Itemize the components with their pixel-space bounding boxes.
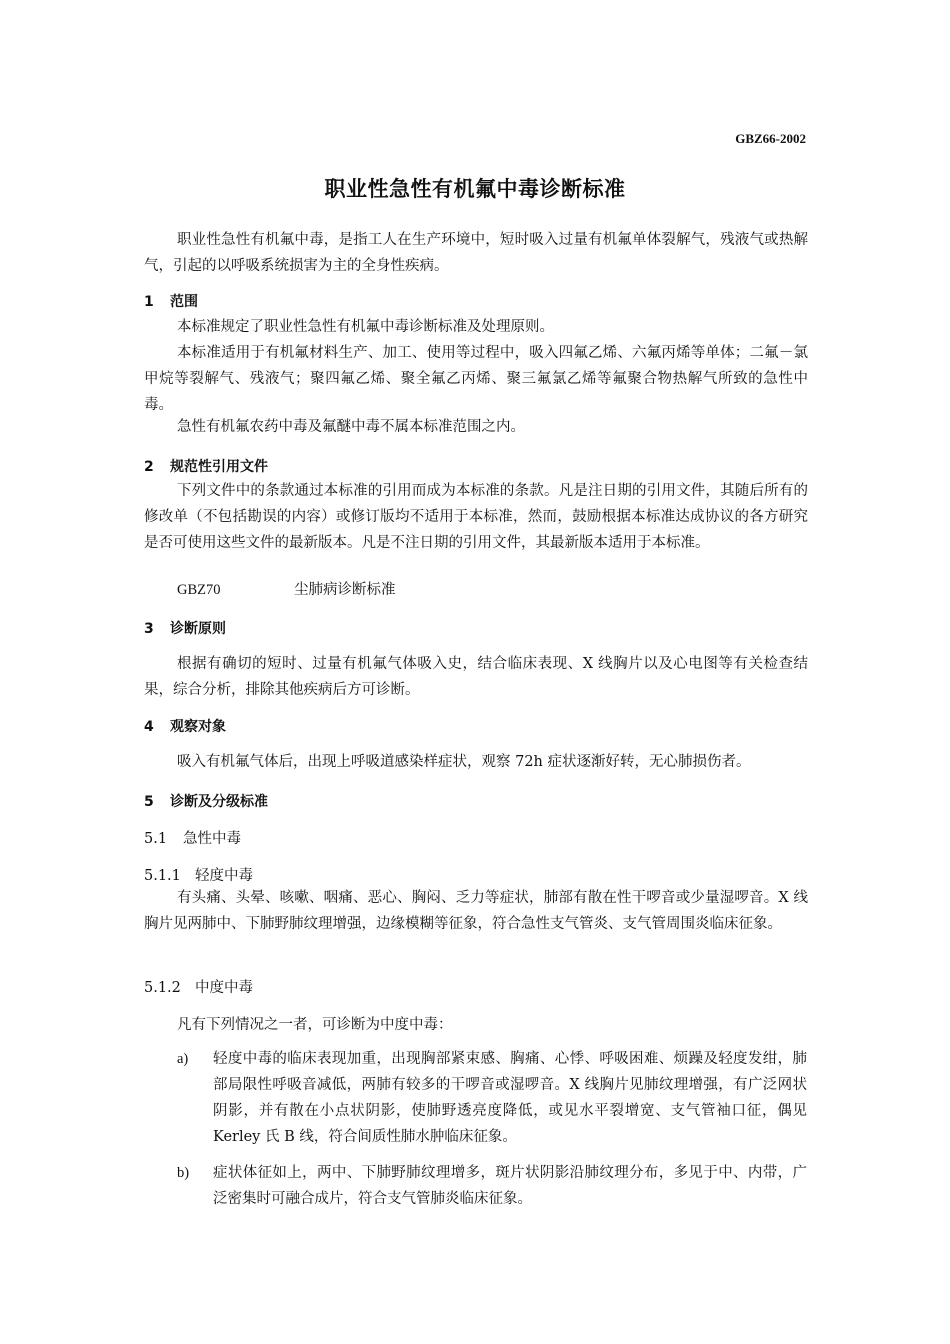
reference-entry [177,578,396,599]
reference-title: 尘肺病诊断标准 [294,582,396,598]
section-number: 2 [144,459,154,475]
document-code: GBZ66-2002 [735,131,806,146]
section-number: 1 [144,294,154,310]
subsection-5-1-1-heading [144,864,253,885]
subsection-title: 中度中毒 [195,980,253,996]
page-title: 职业性急性有机氟中毒诊断标准 [324,177,626,201]
list-marker: a) [177,1051,189,1067]
subsection-number: 5.1.1 [144,868,181,884]
section-1-paragraph-1: 本标准规定了职业性急性有机氟中毒诊断标准及处理原则。 [177,319,554,335]
section-1-paragraph-2: 本标准适用于有机氟材料生产、加工、使用等过程中，吸入四氟乙烯、六氟丙烯等单体；二氟－氯甲烷等裂解气、残液气；聚四氟乙烯、聚全氟乙丙烯、聚三氟氯乙烯等氟聚合物热解气所致的急性中毒。 [144,345,808,413]
section-5-heading [144,791,268,811]
subsection-5-1-1-paragraph: 有头痛、头晕、咳嗽、咽痛、恶心、胸闷、乏力等症状，肺部有散在性干啰音或少量湿啰音。X 线胸片见两肺中、下肺野肺纹理增强，边缘模糊等征象，符合急性支气管炎、支气管周围炎临床征象。 [144,890,808,932]
section-4-paragraph: 吸入有机氟气体后，出现上呼吸道感染样症状，观察 72h 症状逐渐好转，无心肺损伤者。 [177,754,751,770]
subsection-title: 轻度中毒 [195,868,253,884]
section-title: 诊断原则 [170,621,226,637]
section-2-paragraph: 下列文件中的条款通过本标准的引用而成为本标准的条款。凡是注日期的引用文件，其随后所有的修改单（不包括勘误的内容）或修订版均不适用于本标准，然而，鼓励根据本标准达成协议的各方研究是否可使用这些文件的最新版本。凡是不注日期的引用文件，其最新版本适用于本标准。 [144,483,808,551]
list-item-text: 轻度中毒的临床表现加重，出现胸部紧束感、胸痛、心悸、呼吸困难、烦躁及轻度发绀，肺部局限性呼吸音减低，两肺有较多的干啰音或湿啰音。X 线胸片见肺纹理增强，有广泛网状阴影，并有散在小点状阴影，使肺野透亮度降低，或见水平裂增宽、支气管袖口征，偶见 Kerley 氏 B 线，符合间质性肺水肿临床征象。 [213,1051,807,1145]
section-title: 规范性引用文件 [170,459,268,475]
subsection-number: 5.1 [144,831,168,847]
list-item [177,1046,807,1150]
list-item-text: 症状体征如上，两中、下肺野肺纹理增多，斑片状阴影沿肺纹理分布，多见于中、内带，广泛密集时可融合成片，符合支气管肺炎临床征象。 [213,1165,807,1207]
section-title: 诊断及分级标准 [170,794,268,810]
reference-code: GBZ70 [177,582,221,598]
subsection-5-1-2-heading [144,976,253,997]
subsection-title: 急性中毒 [183,831,241,847]
section-4-heading [144,716,226,736]
list-marker: b) [177,1165,190,1181]
section-number: 4 [144,719,154,735]
section-1-paragraph-3: 急性有机氟农药中毒及氟醚中毒不属本标准范围之内。 [177,419,525,435]
subsection-5-1-2-paragraph: 凡有下列情况之一者，可诊断为中度中毒： [177,1017,453,1033]
list-item [177,1160,807,1212]
section-3-heading [144,618,226,638]
section-title: 范围 [170,294,198,310]
section-1-heading [144,291,198,311]
section-number: 5 [144,794,154,810]
section-title: 观察对象 [170,719,226,735]
section-2-heading [144,456,268,476]
subsection-number: 5.1.2 [144,980,181,996]
subsection-5-1-heading [144,827,241,848]
section-number: 3 [144,621,154,637]
intro-paragraph: 职业性急性有机氟中毒，是指工人在生产环境中，短时吸入过量有机氟单体裂解气，残液气或热解气，引起的以呼吸系统损害为主的全身性疾病。 [144,232,808,274]
section-3-paragraph: 根据有确切的短时、过量有机氟气体吸入史，结合临床表现、X 线胸片以及心电图等有关检查结果，综合分析，排除其他疾病后方可诊断。 [144,656,808,698]
